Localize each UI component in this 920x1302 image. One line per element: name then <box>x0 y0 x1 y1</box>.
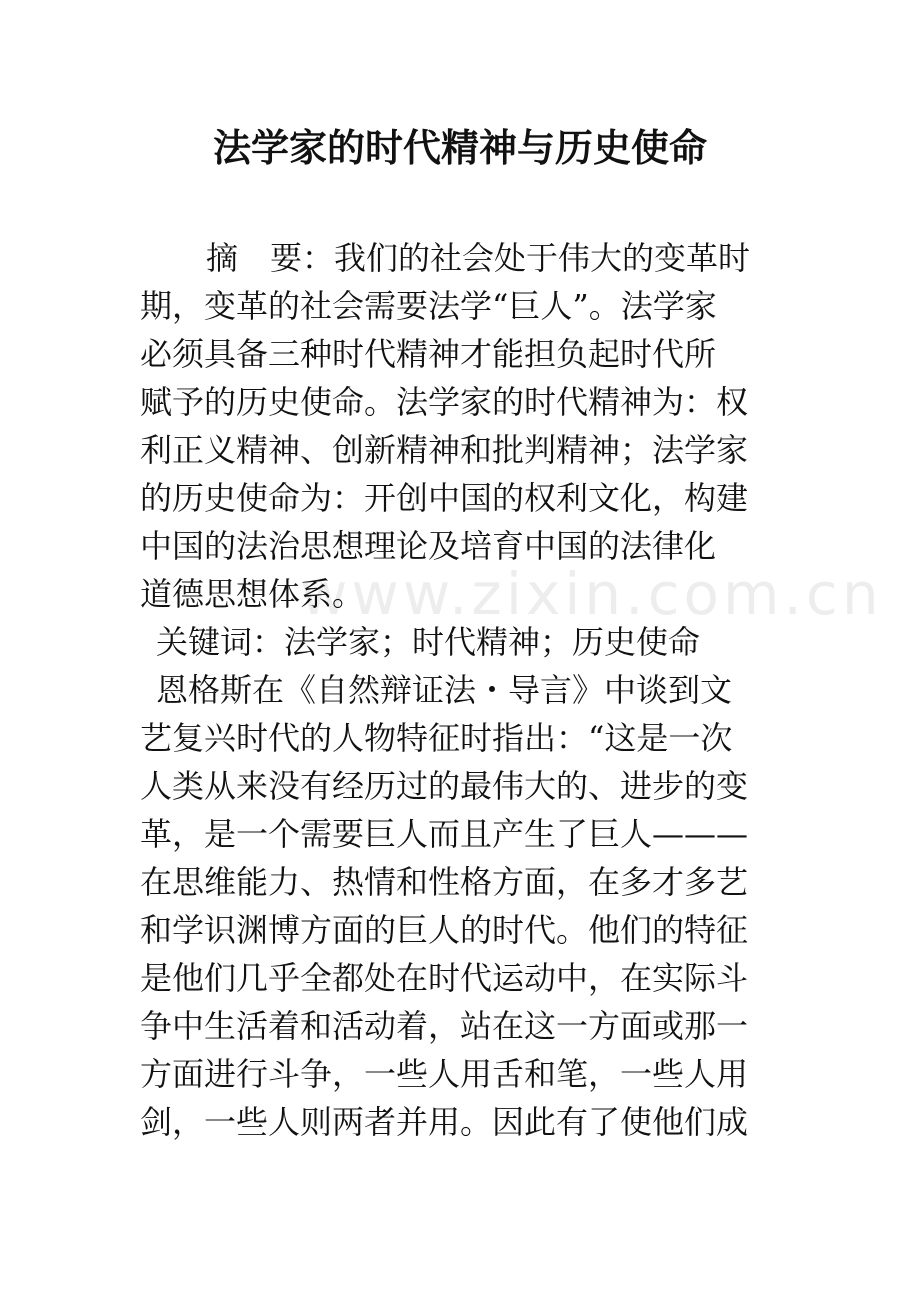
paragraph-line: 在思维能力、热情和性格方面，在多才多艺 <box>140 863 749 901</box>
abstract-line: 赋予的历史使命。法学家的时代精神为：权 <box>140 383 749 421</box>
paragraph-line: 剑，一些人则两者并用。因此有了使他们成 <box>140 1103 749 1141</box>
paragraph-line: 人类从来没有经历过的最伟大的、进步的变 <box>140 767 749 805</box>
paragraph-line: 革，是一个需要巨人而且产生了巨人——— <box>140 815 749 853</box>
abstract-line: 利正义精神、创新精神和批判精神；法学家 <box>140 431 749 469</box>
document-title: 法学家的时代精神与历史使命 <box>212 126 707 170</box>
paragraph-line: 恩格斯在《自然辩证法・导言》中谈到文 <box>156 671 733 709</box>
keywords-line: 关键词：法学家；时代精神；历史使命 <box>156 623 701 661</box>
abstract-line: 道德思想体系。 <box>140 575 365 613</box>
abstract-line: 的历史使命为：开创中国的权利文化，构建 <box>140 479 749 517</box>
paragraph-line: 争中生活着和活动着，站在这一方面或那一 <box>140 1007 749 1045</box>
document-body <box>140 234 800 1146</box>
paragraph-line: 艺复兴时代的人物特征时指出：“这是一次 <box>140 719 733 757</box>
abstract-line: 期，变革的社会需要法学“巨人”。法学家 <box>140 287 717 325</box>
paragraph-line: 是他们几乎全都处在时代运动中，在实际斗 <box>140 959 749 997</box>
paragraph-line: 方面进行斗争，一些人用舌和笔，一些人用 <box>140 1055 749 1093</box>
abstract-line: 摘 要：我们的社会处于伟大的变革时 <box>206 239 751 277</box>
abstract-line: 必须具备三种时代精神才能担负起时代所 <box>140 335 717 373</box>
paragraph-line: 和学识渊博方面的巨人的时代。他们的特征 <box>140 911 749 949</box>
abstract-line: 中国的法治思想理论及培育中国的法律化 <box>140 527 717 565</box>
watermark: www.zixin.com.cn <box>300 560 883 628</box>
